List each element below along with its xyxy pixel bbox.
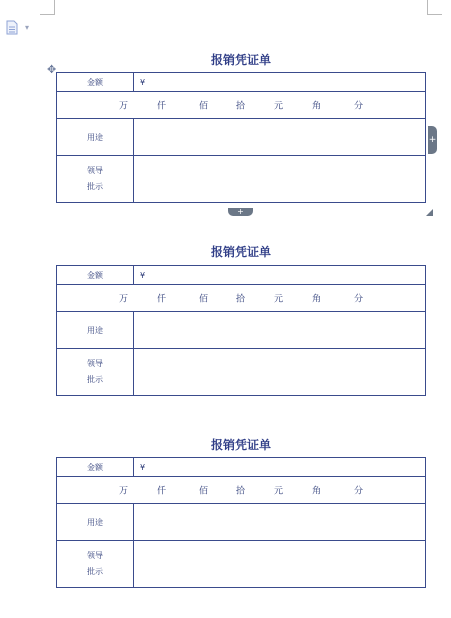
form-title: 报销凭证单 xyxy=(210,438,271,452)
approval-label-line: 批示 xyxy=(87,567,103,576)
purpose-label: 用途 xyxy=(57,119,134,156)
approval-label xyxy=(57,349,134,396)
unit-label: 拾 xyxy=(236,486,246,497)
unit-label: 仟 xyxy=(157,294,167,305)
unit-label: 佰 xyxy=(199,294,209,305)
unit-label: 角 xyxy=(312,486,322,497)
approval-label-line: 领导 xyxy=(87,166,103,175)
document-icon[interactable] xyxy=(6,20,18,35)
approval-label-line: 领导 xyxy=(87,551,103,560)
add-row-icon[interactable]: + xyxy=(228,208,253,216)
resize-icon[interactable] xyxy=(426,209,433,216)
unit-label: 角 xyxy=(312,101,322,112)
form-title: 报销凭证单 xyxy=(210,245,271,259)
unit-label: 佰 xyxy=(199,101,209,112)
unit-label: 分 xyxy=(354,294,364,305)
chevron-down-icon[interactable]: ▾ xyxy=(25,23,30,32)
reimbursement-table xyxy=(56,265,426,396)
unit-label: 元 xyxy=(274,294,284,305)
unit-label: 角 xyxy=(312,294,322,305)
amount-label: 金额 xyxy=(57,266,134,285)
unit-label: 万 xyxy=(119,486,129,497)
crop-mark-top-left xyxy=(40,0,55,15)
approval-label-line: 领导 xyxy=(87,359,103,368)
add-column-icon[interactable]: + xyxy=(428,126,437,154)
unit-label: 分 xyxy=(354,101,364,112)
approval-label xyxy=(57,156,134,203)
purpose-label: 用途 xyxy=(57,504,134,541)
units-row xyxy=(57,92,426,119)
unit-label: 分 xyxy=(354,486,364,497)
currency-symbol: ¥ xyxy=(140,77,146,87)
amount-label: 金额 xyxy=(57,73,134,92)
approval-field[interactable] xyxy=(134,349,426,396)
unit-label: 元 xyxy=(274,101,284,112)
purpose-field[interactable] xyxy=(134,312,426,349)
move-icon[interactable]: ✥ xyxy=(47,63,57,76)
reimbursement-table xyxy=(56,72,426,203)
purpose-label: 用途 xyxy=(57,312,134,349)
unit-label: 拾 xyxy=(236,294,246,305)
approval-field[interactable] xyxy=(134,156,426,203)
form-title: 报销凭证单 xyxy=(210,53,271,67)
unit-label: 佰 xyxy=(199,486,209,497)
amount-field[interactable] xyxy=(134,73,426,92)
unit-label: 万 xyxy=(119,101,129,112)
units-row xyxy=(57,477,426,504)
purpose-field[interactable] xyxy=(134,119,426,156)
amount-field[interactable] xyxy=(134,266,426,285)
unit-label: 仟 xyxy=(157,486,167,497)
unit-label: 元 xyxy=(274,486,284,497)
approval-label-line: 批示 xyxy=(87,375,103,384)
crop-mark-top-right xyxy=(427,0,442,15)
amount-label: 金额 xyxy=(57,458,134,477)
purpose-field[interactable] xyxy=(134,504,426,541)
units-row xyxy=(57,285,426,312)
reimbursement-table xyxy=(56,457,426,588)
amount-field[interactable] xyxy=(134,458,426,477)
unit-label: 万 xyxy=(119,294,129,305)
unit-label: 拾 xyxy=(236,101,246,112)
currency-symbol: ¥ xyxy=(140,462,146,472)
approval-label xyxy=(57,541,134,588)
approval-field[interactable] xyxy=(134,541,426,588)
currency-symbol: ¥ xyxy=(140,270,146,280)
approval-label-line: 批示 xyxy=(87,182,103,191)
unit-label: 仟 xyxy=(157,101,167,112)
